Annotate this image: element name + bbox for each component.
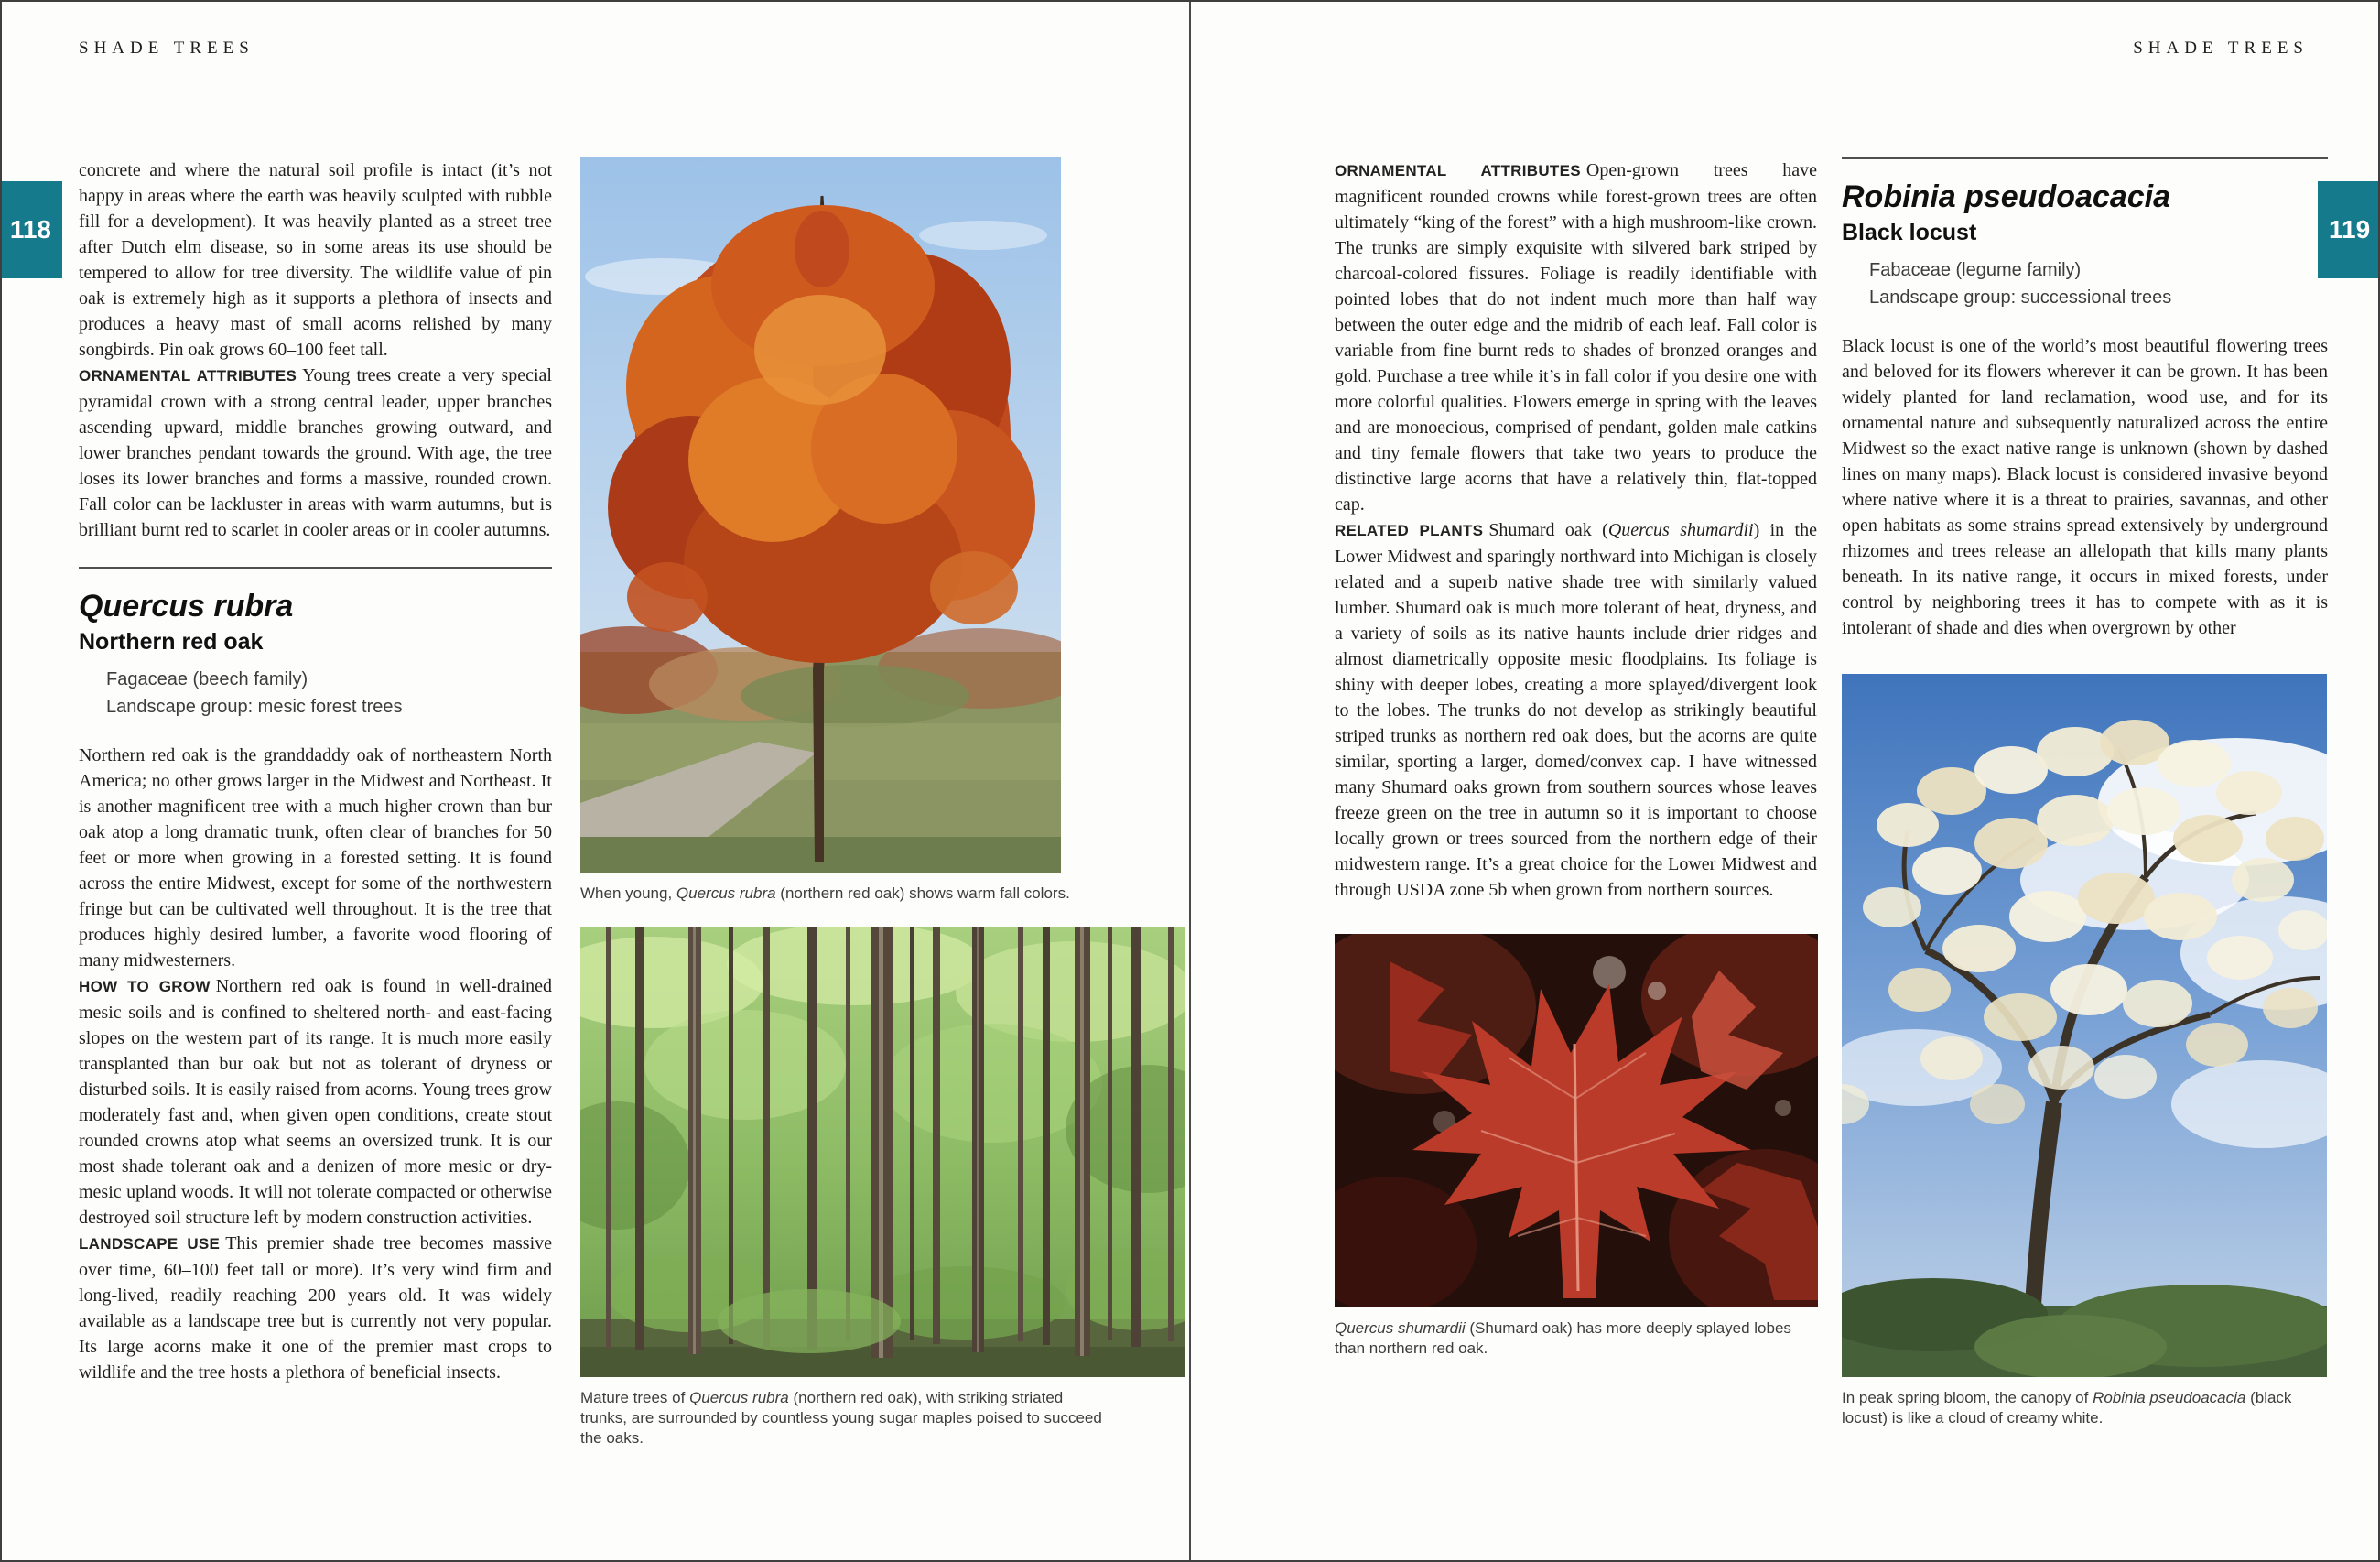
page-number-tab-left xyxy=(2,181,62,278)
related-plants-post: ) in the Lower Midwest and sparingly northward into Michigan is closely related and a superb native shade tree with similarly valued lumber. Shumard oak is much more tolerant of heat, dryness, and a variety of soils as its native haunts include drier ridges and almost diametrically opposite mesic floodplains. Its foliage is shiny with deeper lobes, creating a more splayed/divergent look to the lobes. The trunks do not develop as strikingly beautiful striped trunks as northern red oak does, but the acorns are quite similar, sporting a larger, domed/convex cap. I have witnessed many Shumard oaks grown from southern sources whose leaves freeze green on the tree in autumn so it is important to choose locally grown or trees sourced from the northern edge of their midwestern range. It’s a great choice for the Lower Midwest and through USDA zone 5b when grown from northern sources. xyxy=(1335,520,1817,900)
right-text-column-2 xyxy=(1842,157,2328,1428)
photo-young-red-oak xyxy=(580,157,1061,873)
landscape-use-label: LANDSCAPE USE xyxy=(79,1235,221,1253)
page-gutter-divider xyxy=(1189,2,1191,1562)
caption1-species: Quercus rubra xyxy=(676,884,776,902)
page-number-right: 119 xyxy=(2329,215,2371,244)
black-locust-intro-text: Black locust is one of the world’s most beautiful flowering trees and beloved for its flowers wherever it can be grown. It has been widely planted for land reclamation, wood use, and for its ornamental nature and subsequently naturalized across the entire Midwest so the exact native range is unknown (shown by dashed lines on many maps). Black locust is considered invasive beyond where native where it is a threat to prairies, savannas, and other open habitats as some strains spread extensively by underground rhizomes and trees release an allelopath that kills many plants beneath. In its native range, it occurs in mixed forests, under control by neighboring trees it has to compete with as it is intolerant of shade and dies when overgrown by other xyxy=(1842,336,2328,638)
oak-forest-illustration xyxy=(580,927,1185,1377)
quercus-rubra-heading-block xyxy=(79,567,552,721)
ornamental-attributes-text-right: Open-grown trees have magnificent rounded crowns while forest-grown trees are often ultimately “king of the forest” with a high mushroom-like crown. The trunks are simply exquisite with silvered bark striped by charcoal-colored fissures. Foliage is readily identifiable with pointed lobes that do not indent much more than half way between the outer edge and the midrib of each leaf. Fall color is variable from fine burnt reds to shades of bronzed oranges and gold. Purchase a tree while it’s in fall color if you desire one with more colorful qualities. Flowers emerge in spring with the leaves and are monoecious, comprised of pendant, golden male catkins and tiny female flowers that take two years to produce the distinctive large acorns that have a relatively thin, flat-topped cap. xyxy=(1335,160,1817,515)
landscape-group-line: Landscape group: mesic forest trees xyxy=(106,697,403,717)
black-locust-intro-paragraph xyxy=(1842,333,2328,641)
caption4-pre: In peak spring bloom, the canopy of xyxy=(1842,1389,2093,1406)
red-oak-intro-paragraph xyxy=(79,743,552,973)
related-plants-paragraph xyxy=(1335,517,1817,903)
left-text-column xyxy=(79,157,552,1385)
caption4-species: Robinia pseudoacacia xyxy=(2093,1389,2246,1406)
caption-young-red-oak xyxy=(580,884,1075,904)
caption3-post: (Shumard oak) has more deeply splayed lobes than northern red oak. xyxy=(1335,1319,1791,1357)
related-plants-species: Quercus shumardii xyxy=(1607,520,1754,540)
page-number-left: 118 xyxy=(9,215,51,244)
caption2-post: (northern red oak), with striking striated trunks, are surrounded by countless young sugar maples poised to succeed the oaks. xyxy=(580,1389,1102,1447)
caption-mature-oak-forest xyxy=(580,1388,1111,1448)
common-name-black-locust: Black locust xyxy=(1842,220,1977,245)
pin-oak-continued-paragraph xyxy=(79,157,552,363)
shumard-leaves-illustration xyxy=(1335,934,1818,1307)
robinia-heading-block xyxy=(1842,157,2328,311)
red-oak-how-to-grow-paragraph xyxy=(79,973,552,1231)
running-head-right: SHADE TREES xyxy=(2133,38,2309,58)
landscape-use-text: This premier shade tree becomes massive over time, 60–100 feet tall or more). It’s very wind firm and long-lived, readily reaching 200 years old. It was widely available as a landscape tree but is currently not very popular. Its large acorns make it one of the premier mast crops to wildlife and the tree hosts a plethora of beneficial insects. xyxy=(79,1233,552,1383)
ornamental-attributes-label: ORNAMENTAL ATTRIBUTES xyxy=(79,367,298,385)
left-media-column xyxy=(580,157,1185,1448)
caption2-species: Quercus rubra xyxy=(689,1389,789,1406)
caption1-post: (northern red oak) shows warm fall colors. xyxy=(775,884,1070,902)
species-name-quercus-rubra: Quercus rubra xyxy=(79,589,294,624)
related-plants-label: RELATED PLANTS xyxy=(1335,522,1484,539)
ornamental-attributes-text: Young trees create a very special pyramidal crown with a strong central leader, upper branches ascending upward, middle branches growing outward, and lower branches pendant towards the ground. With age, the tree loses its lower branches and forms a massive, rounded crown. Fall color can be lackluster in areas with warm autumns, but is brilliant burnt red to scarlet in cooler areas or in cooler autumns. xyxy=(79,365,552,540)
how-to-grow-text: Northern red oak is found in well-drained mesic soils and is confined to sheltered north- and east-facing slopes on the western part of its range. It is much more easily transplanted than bur oak but not as tolerant of dryness or disturbed soils. It is easily raised from acorns. Young trees grow moderately fast and, when given open conditions, create stout rounded crowns atop what seems an oversized trunk. It is our most shade tolerant oak and a denizen of more mesic or dry-mesic upland woods. It will not tolerate compacted or otherwise destroyed soil structure left by modern construction activities. xyxy=(79,976,552,1228)
pin-oak-text: concrete and where the natural soil profile is intact (it’s not happy in areas where the earth was heavily sculpted with rubble fill for a development). It was heavily planted as a street tree after Dutch elm disease, so in some areas its use should be tempered to allow for tree diversity. The wildlife value of pin oak is extremely high as it supports a plethora of insects and produces a heavy mast of small acorns relished by many songbirds. Pin oak grows 60–100 feet tall. xyxy=(79,160,552,360)
related-plants-pre: Shumard oak ( xyxy=(1488,520,1608,540)
caption2-pre: Mature trees of xyxy=(580,1389,690,1406)
robinia-family-line: Fabaceae (legume family) xyxy=(1869,260,2082,280)
common-name-northern-red-oak: Northern red oak xyxy=(79,629,264,655)
caption1-pre: When young, xyxy=(580,884,676,902)
caption4-post: (black locust) is like a cloud of creamy white. xyxy=(1842,1389,2292,1426)
family-line: Fagaceae (beech family) xyxy=(106,669,308,689)
how-to-grow-label: HOW TO GROW xyxy=(79,978,211,995)
caption3-species: Quercus shumardii xyxy=(1335,1319,1466,1337)
photo-mature-oak-forest xyxy=(580,927,1185,1377)
running-head-left: SHADE TREES xyxy=(79,38,254,58)
red-oak-landscape-use-paragraph xyxy=(79,1231,552,1385)
caption-shumard-oak xyxy=(1335,1318,1818,1359)
caption-black-locust xyxy=(1842,1388,2327,1428)
red-oak-intro-text: Northern red oak is the granddaddy oak of northeastern North America; no other grows larger in the Midwest and Northeast. It is another magnificent tree with a much higher crown than bur oak atop a long dramatic trunk, often clear of branches for 50 feet or more when growing in a forested setting. It is found across the entire Midwest, except for some of the northwestern fringe but can be cultivated well throughout. It is the tree that produces highly desired lumber, a favorite wood flooring of many midwesterners. xyxy=(79,745,552,971)
photo-shumard-oak-leaves xyxy=(1335,934,1818,1307)
young-red-oak-illustration xyxy=(580,157,1061,873)
photo-black-locust-bloom xyxy=(1842,674,2327,1377)
robinia-landscape-group-line: Landscape group: successional trees xyxy=(1869,287,2172,308)
right-text-column-1 xyxy=(1335,157,1817,1359)
black-locust-illustration xyxy=(1842,674,2327,1377)
pin-oak-ornamental-paragraph xyxy=(79,363,552,543)
species-name-robinia: Robinia pseudoacacia xyxy=(1842,179,2170,214)
red-oak-ornamental-paragraph xyxy=(1335,157,1817,517)
ornamental-attributes-label-right: ORNAMENTAL ATTRIBUTES xyxy=(1335,162,1581,179)
